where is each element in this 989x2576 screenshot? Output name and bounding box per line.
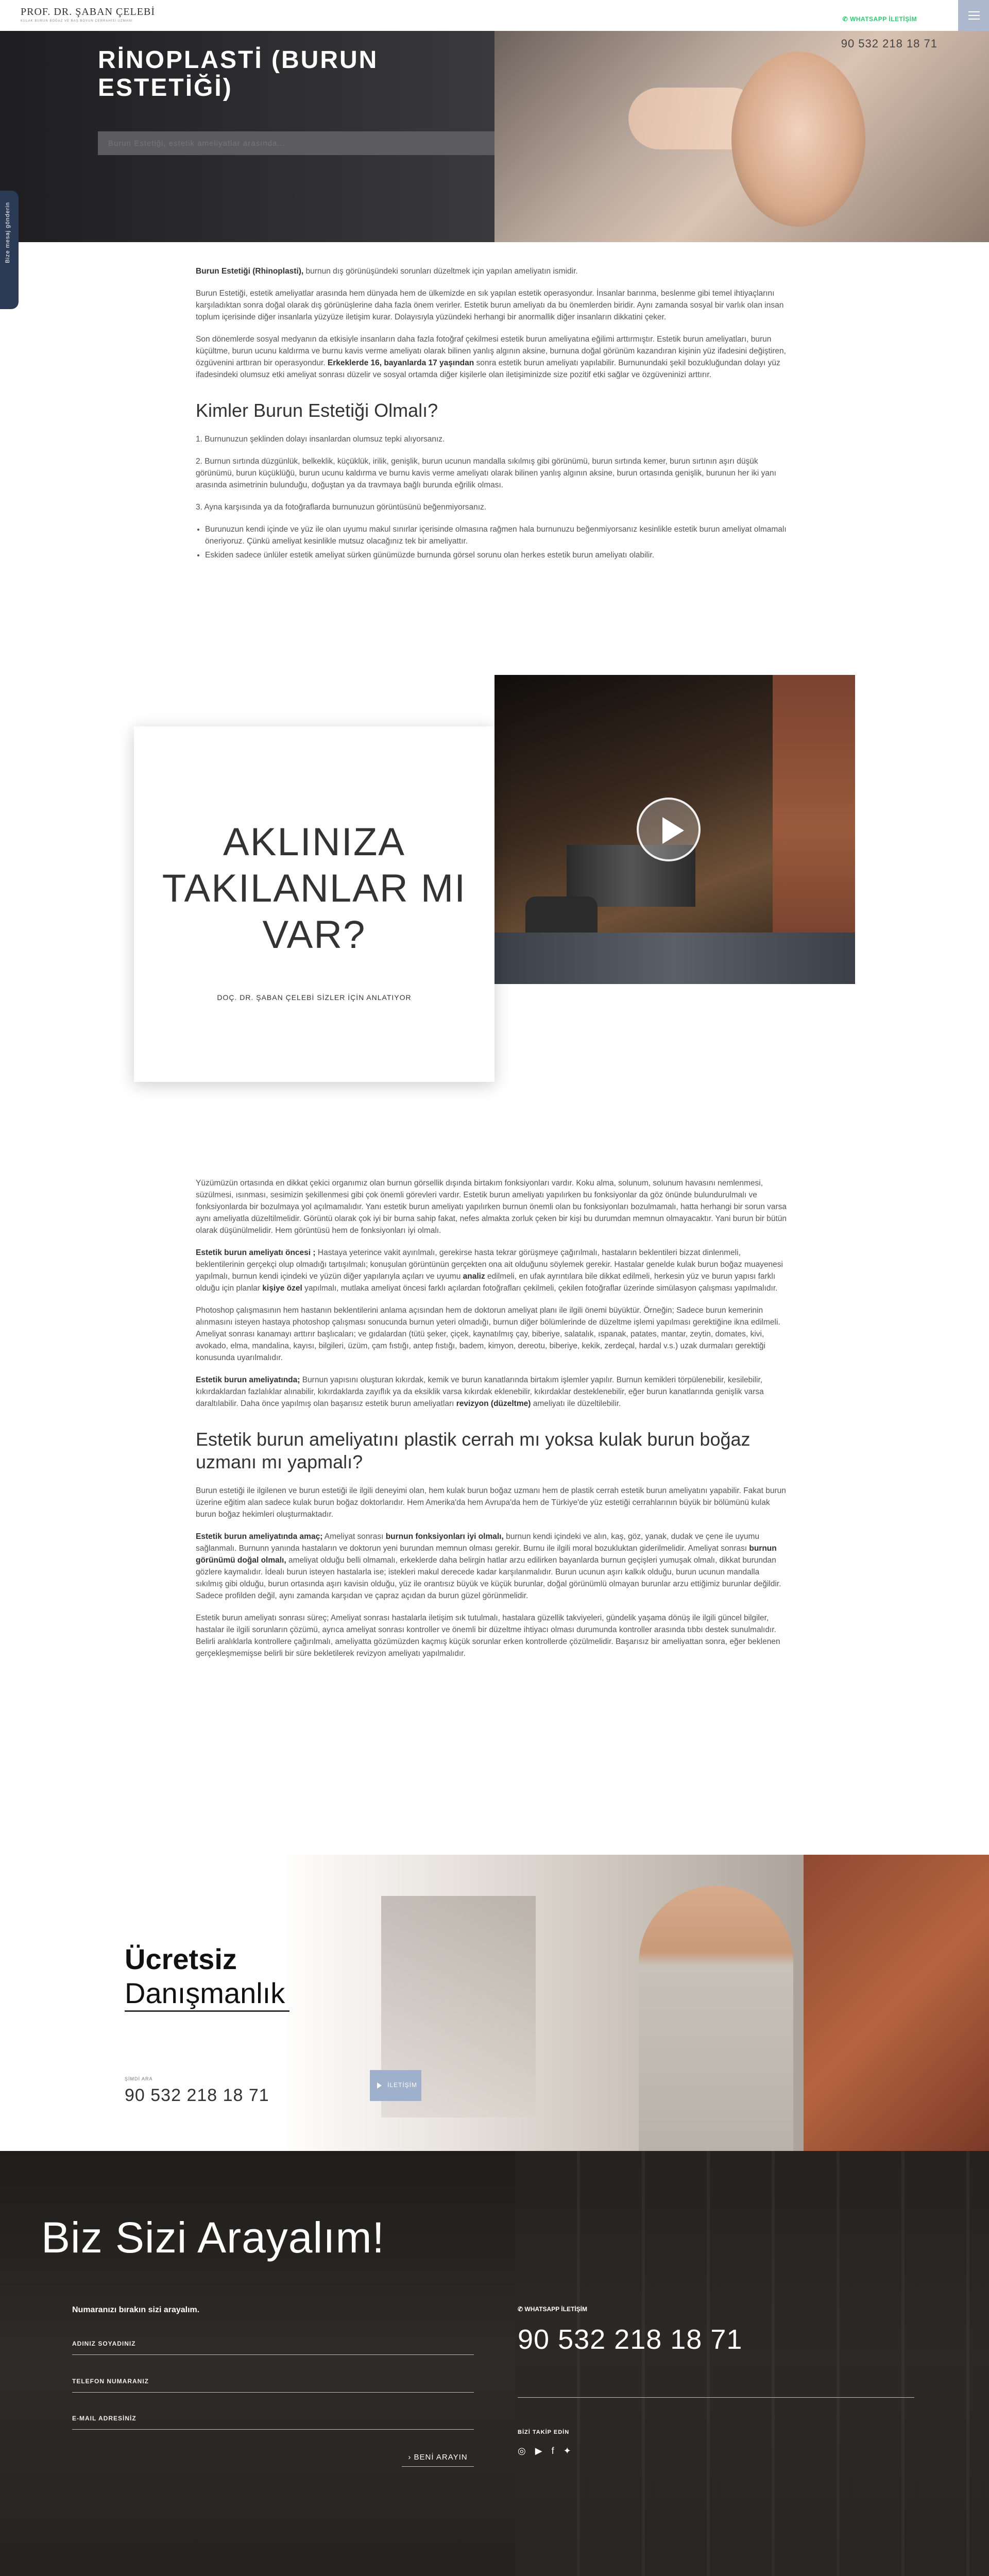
info-list xyxy=(196,523,788,561)
article-details: Yüzümüzün ortasında en dikkat çekici organımız olan burnun görsellik dışında birtakım fonksiyonları vardır. Koku alma, solunum, solunum havasını nemlenmesi, süzülmesi, ısınması, sesimizin şekillenmesi gibi çok önemli görevleri vardır. Estetik burun ameliyatı yapılırken bu fonksiyonlar da göz önünde bulundurulmalı ve fonksiyonlarda bir bozulmaya yol açılmamalıdır. Yanı estetik burun ameliyatı yapılırken burnun önemli olan bu fonksiyonları bozulmamalı, hatta herhangi bir sorun varsa aynı ameliyatla düzeltilmelidir. Görüntü olarak çok iyi bir burna sahip fakat, nefes almakta zorluk çeken bir kişi bu durumdan memnun olmayacaktır. Yani burun bir bütün olarak düşünülmelidir. Hem görüntüsü hem de fonksiyonları iyi olmalı. Estetik burun ameliyatı öncesi ; Hastaya yeterince vakit ayırılmalı, gerekirse hasta tekrar görüşmeye çağırılmalı, hastaların beklentileri bizzat dinlenmeli, beklentilerinin gerçekçi olup olmadığı tartışılmalı; konuşulan görüntünün gerçekten ona ait olduğunu söylemek gerekir. Hastalar genelde kulak burun boğaz muayenesi yapılmalı, burnun kendi içindeki ve yüzün diğer yapılarıyla açıları ve uyumu analiz edilmeli, en ufak ayrıntılara bile dikkat edilmeli, herkesin yüz ve burun yapısı farklı olduğu için planlar kişiye özel yapılmalı, mutlaka ameliyat öncesi farklı açılardan fotoğrafları çekilmeli, çekilen fotoğraflar üzerinde simülasyon çalışması yapılmalıdır. Photoshop çalışmasının hem hastanın beklentilerini anlama açısından hem de doktorun ameliyat planı ile ilgili önemi büyüktür. Örneğin; Sadece burun kemerinin alınmasını isteyen hastaya photoshop çalışması sonucunda burnun yeteri olmadığı, burnun diğer bölümlerinde de düzeltme işlemi yapılması gerektiğine ikna edilmeli. Ameliyat sonrası kanamayı arttırır başlıcaları; ve gıdalardan (tütü şeker, çiçek, kaynatılmış çay, biberiye, salatalık, ıspanak, patates, mantar, zeytin, domates, kivi, avokado, elma, mandalina, kayısı, bilgileri, üzüm, çam fıstığı, antep fıstığı, badem, kimyon, dereotu, biberiye, kekik, zerdeçal, hardal v.s.) uzak durmaları gerektiği konusunda uyarılmalıdır. Estetik burun ameliyatında; Burnun yapısını oluşturan kıkırdak, kemik ve burun kanatlarında birtakım işlemler yapılır. Burnun kemikleri törpülenebilir, kesilebilir, kıkırdaklardan fazlalıklar alınabilir, kıkırdaklarda zayıflık ya da eksiklik varsa kıkırdak eklenebilir, kıkırdaklar desteklenebilir, eğer burun kanatlarında genişlik varsa daraltılabilir. Daha önce yapılmış olan başarısız estetik burun ameliyatları revizyon (düzeltme) ameliyatı ile düzeltilebilir. Estetik burun ameliyatını plastik cerrah mı yoksa kulak burun boğaz uzmanı mı yapmalı? Burun estetiği ile ilgilenen ve burun estetiği ile ilgili deneyimi olan, hem kulak burun boğaz uzmanı hem de plastik cerrah estetik burun ameliyatını yapabilir. Fakat burun üzerine eğitim alan sadece kulak burun boğaz doktorlarıdır. Hem Amerika'da hem Avrupa'da hem de Türkiye'de yüz estetiği cerrahlarının büyük bir bölümünü kulak burun boğaz hekimleri oluşturmaktadır. Estetik burun ameliyatında amaç; Ameliyat sonrası burnun fonksiyonları iyi olmalı, burnun kendi içindeki ve alın, kaş, göz, yanak, dudak ve çene ile uyumu sağlanmalı. Burnunn yanında hastaların ve doktorun yeni burundan memnun olması gerekir. Burnu ile ilgili moral bozukluktan giderilmelidir. Ameliyat sonrası burnun görünümü doğal olmalı, ameliyat olduğu belli olmamalı, erkeklerde daha belirgin hatlar arzu edilirken bayanlarda burnun geçişleri yumuşak olmalı, dikkat burundan gözlere kaymalıdır. İdealı burun isteyen hastalarla ise; istekleri makul derecede kadar karşılanmalıdır. Burun ucunun aşırı kalkık olduğu, burun ucunun mandalla sıkılmış gibi olduğu, burun ortasında aşırı kavisin olduğu, yüz ile orantısız büyük ve küçük burunlar, doğal görünümlü olmayan burunlar arzu ettiğimiz burunlar değildir. Sadece profilden değil, aynı zamanda karşıdan ve çapraz açıdan da burun güzel görünmelidir. Estetik burun ameliyatı sonrası süreç; Ameliyat sonrası hastalarla iletişim sık tutulmalı, hastalara güzellik takviyeleri, gündelik yaşama dönüş ile ilgili güncel bilgiler, hastalar ile ilgili sorunların çözümü, ayrıca ameliyat sonrası kontroller ve önemli bir düzeltme ihtiyacı olması durumunda kontroller arasında tıbbı destek sunulmalıdır. Belirli aralıklarla kontrollere çağırılmalı, ameliyatta gözümüzden kaçmış küçük sorunlar erken kontrollerde çözülmelidir. Başarısız bir ameliyattan sonra, eğer beklenen gerçekleşmemişse belirli bir süre bekletilerek revizyon ameliyatı yapılmalıdır. xyxy=(196,1177,788,1670)
doctor-photo xyxy=(639,1886,793,2151)
callback-form-title: Numaranızı bırakın sizi arayalım. xyxy=(72,2306,200,2314)
section-heading: Kimler Burun Estetiği Olmalı? xyxy=(196,400,438,421)
instagram-icon[interactable]: ◎ xyxy=(518,2446,526,2456)
callback-title: Biz Sizi Arayalım! xyxy=(41,2213,385,2262)
whatsapp-label: WHATSAPP İLETİŞİM xyxy=(849,15,917,23)
site-header xyxy=(0,0,989,31)
consult-title: Ücretsiz Danışmanlık xyxy=(125,1942,289,2012)
callback-phone[interactable]: 90 532 218 18 71 xyxy=(518,2324,743,2355)
video-card xyxy=(134,726,494,1082)
whatsapp-link[interactable] xyxy=(843,15,917,23)
side-tab-label: Bize mesaj gönderin xyxy=(5,202,11,263)
consult-phone-label: ŞİMDİ ARA xyxy=(125,2076,153,2081)
list-item: • Burunuzun kendi içinde ve yüz ile olan uyumu makul sınırlar içerisinde olmasına rağmen hala burnunuzu beğenmiyorsanız kesinlikle estetik burun ameliyat olmamalı öneriyoruz. Çünkü ameliyat kesinlikle mutsuz olacağınız tek bir ameliyattır. xyxy=(205,523,788,547)
header-phone[interactable]: 90 532 218 18 71 xyxy=(841,37,937,50)
video-card-subtitle: DOÇ. DR. ŞABAN ÇELEBİ SİZLER İÇİN ANLATIYOR xyxy=(217,993,412,1002)
video-card-title: AKLINIZA TAKILANLAR MI VAR? xyxy=(162,820,467,957)
facebook-icon[interactable]: f xyxy=(551,2446,554,2456)
message-side-tab[interactable] xyxy=(0,191,19,309)
callback-section xyxy=(0,2151,989,2576)
email-field[interactable] xyxy=(72,2407,474,2430)
phone-field[interactable] xyxy=(72,2370,474,2393)
list-item: • Eskiden sadece ünlüler estetik ameliyat sürken günümüzde burnunda görsel sorunu olan herkes estetik burun ameliyatı olabilir. xyxy=(205,549,788,561)
contact-button[interactable]: İLETİŞİM xyxy=(370,2070,421,2101)
play-icon[interactable] xyxy=(637,798,701,861)
name-field[interactable] xyxy=(72,2332,474,2355)
hero-banner xyxy=(0,31,989,242)
search-input[interactable] xyxy=(98,131,494,155)
social-label: BİZİ TAKİP EDİN xyxy=(518,2429,570,2435)
consult-phone[interactable]: 90 532 218 18 71 xyxy=(125,2086,269,2105)
free-consultation-section xyxy=(0,1855,989,2151)
page-title: RİNOPLASTİ (BURUN ESTETİĞİ) xyxy=(98,46,379,101)
logo-name: PROF. DR. ŞABAN ÇELEBİ xyxy=(21,6,155,18)
whatsapp-icon: ✆ xyxy=(518,2306,525,2313)
article-intro: Burun Estetiği (Rhinoplasti), burnun dış görünüşündeki sorunları düzeltmek için yapılan ameliyatın ismidir. Burun Estetiği, estetik ameliyatlar arasında hem dünyada hem de ülkemizde en sık yapılan estetik operasyondur. İnsanlar barınma, beslenme gibi temel ihtiyaçlarını karşıladıktan sonra doğal olarak dış görünüşlerine daha fazla önem verirler. Estetik burun ameliyatı da bu önemlerden biridir. Aynı zamanda sosyal bir varlık olan insan toplum içerisinde diğer insanlarla yüzyüze iletişim kurar. Dolayısıyla yüzündeki herhangi bir anormallik diğer insanların dikkatini çeker. Son dönemlerde sosyal medyanın da etkisiyle insanların daha fazla fotoğraf çekilmesi estetik burun ameliyatına eğilimi arttırmıştır. Estetik burun ameliyatları, burun küçültme, burun ucunu kaldırma ve burnu kavis verme ameliyatı olarak bilinen yanlış algının aksine, burnuna doğal görünüm kazandıran kişinin yüz ifadesini değiştiren, özgüvenini arttıran bir operasyondur. Erkeklerde 16, bayanlarda 17 yaşından sonra estetik burun ameliyatı yapılabilir. Burnunundaki şekil bozukluğundan dolayı yüz ifadesindeki olumsuz etki ameliyat sonrası düzelir ve sosyal ortamda diğer kişilerle olan iletişiminizde size pozitif etki sağlar ve özgüveninizi arttırır. Kimler Burun Estetiği Olmalı? 1. Burnunuzun şeklinden dolayı insanlardan olumsuz tepki alıyorsanız. 2. Burnun sırtında düzgünlük, belkeklik, küçüklük, irilik, genişlik, burun ucunun mandalla sıkılmış gibi görünümü, burun sırtında kemer, burun sırtının aşırı düşük görünümü, burun küçüklüğü, burun ucunu kaldırma ve burnu kavis verme ameliyatı olarak bilinen yanlış algının aksine, burun ortasında genişlik, burunun her iki yanı arasında asimetrinin bulunduğu, doğuştan ya da travmaya bağlı burunda eğrilik olması. 3. Ayna karşısında ya da fotoğraflarda burnunuzun görüntüsünü beğenmiyorsanız. • Burunuzun kendi içinde ve yüz ile olan uyumu makul sınırlar içerisinde olmasına rağmen hala burnunuzu beğenmiyorsanız kesinlikle estetik burun ameliyat olmamalı öneriyoruz. Çünkü ameliyat kesinlikle mutsuz olacağınız tek bir ameliyattır. • Eskiden sadece ünlüler estetik ameliyat sürken günümüzde burnunda görsel sorunu olan herkes estetik burun ameliyatı olabilir. xyxy=(196,265,788,569)
section-heading: Estetik burun ameliyatını plastik cerrah mı yoksa kulak burun boğaz uzmanı mı yapmalı? xyxy=(196,1429,751,1472)
twitter-icon[interactable]: ✦ xyxy=(563,2446,571,2456)
hamburger-icon xyxy=(968,11,980,12)
divider xyxy=(518,2397,914,2398)
whatsapp-icon: ✆ xyxy=(842,15,850,23)
callback-whatsapp-label: ✆ WHATSAPP İLETİŞİM xyxy=(518,2306,587,2313)
call-me-button[interactable]: › BENİ ARAYIN xyxy=(402,2448,474,2467)
logo-tagline: KULAK BURUN BOĞAZ VE BAŞ BOYUN CERRAHİSİ UZMANI xyxy=(21,20,133,23)
youtube-icon[interactable]: ▶ xyxy=(535,2446,542,2456)
menu-toggle-button[interactable] xyxy=(958,0,989,31)
site-logo[interactable] xyxy=(21,6,155,23)
social-links xyxy=(518,2446,571,2456)
